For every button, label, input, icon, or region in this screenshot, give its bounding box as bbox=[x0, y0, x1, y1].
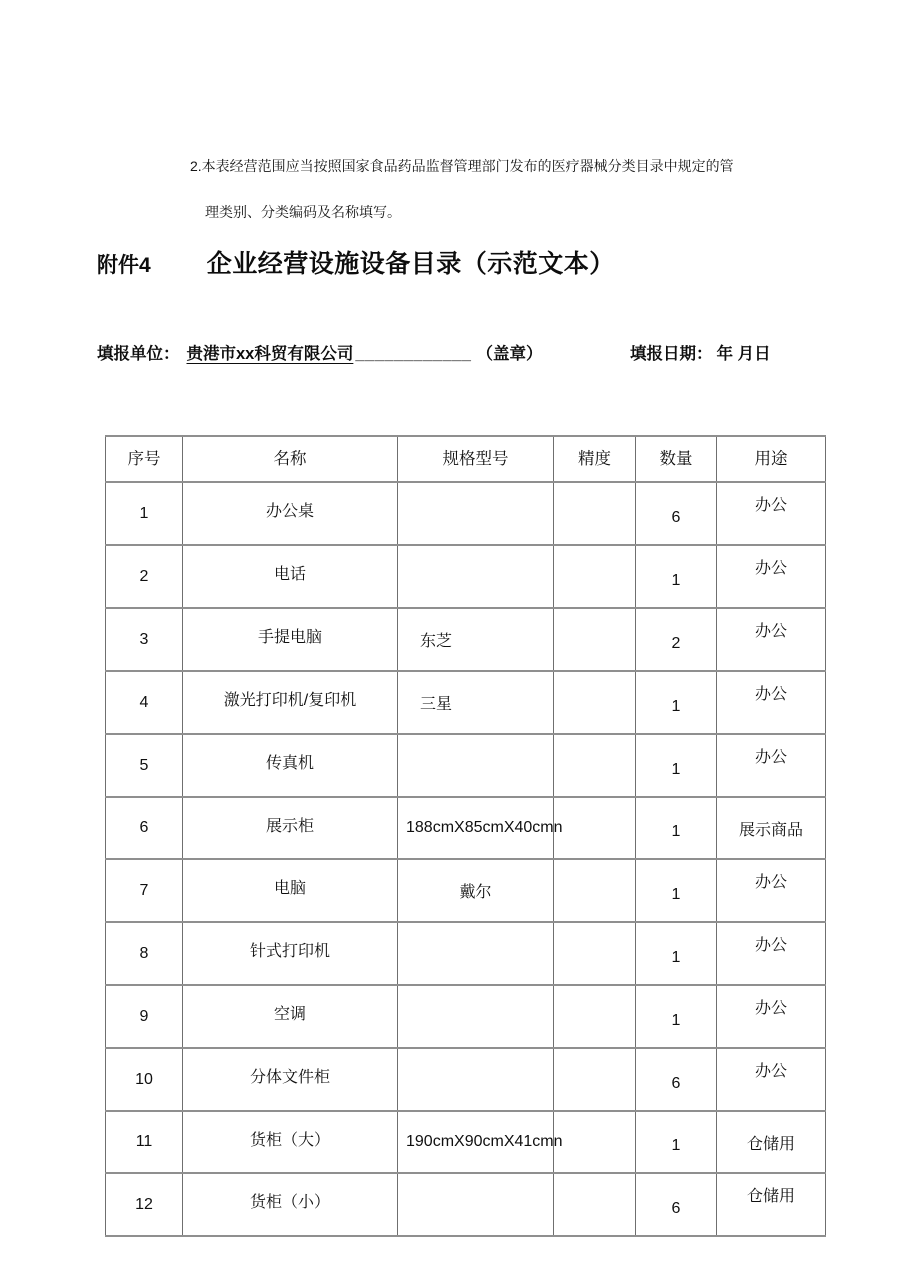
cell-spec bbox=[398, 734, 554, 797]
cell-name: 空调 bbox=[183, 985, 398, 1048]
table-row bbox=[106, 797, 826, 859]
cell-name: 针式打印机 bbox=[183, 922, 398, 985]
cell-spec bbox=[398, 985, 554, 1048]
cell-name: 货柜（小） bbox=[183, 1173, 398, 1236]
cell-usage: 办公 bbox=[717, 734, 826, 797]
cell-spec: 戴尔 bbox=[398, 859, 554, 922]
table-row bbox=[106, 1111, 826, 1173]
cell-spec bbox=[398, 482, 554, 545]
cell-quantity: 6 bbox=[636, 1173, 717, 1236]
cell-name: 展示柜 bbox=[183, 797, 398, 859]
equipment-table bbox=[105, 435, 826, 1237]
cell-serial: 11 bbox=[106, 1111, 183, 1173]
table-row bbox=[106, 671, 826, 734]
cell-precision bbox=[554, 859, 636, 922]
cell-name: 手提电脑 bbox=[183, 608, 398, 671]
table-row bbox=[106, 922, 826, 985]
cell-serial: 4 bbox=[106, 671, 183, 734]
seal-label: （盖章） bbox=[476, 345, 543, 363]
cell-precision bbox=[554, 1173, 636, 1236]
cell-name: 货柜（大） bbox=[183, 1111, 398, 1173]
header-spec: 规格型号 bbox=[398, 436, 554, 482]
report-unit-line bbox=[97, 340, 542, 364]
cell-usage: 办公 bbox=[717, 985, 826, 1048]
cell-usage: 展示商品 bbox=[717, 797, 826, 859]
cell-usage: 办公 bbox=[717, 922, 826, 985]
cell-usage: 仓储用 bbox=[717, 1111, 826, 1173]
cell-spec: 190cmX90cmX41cmn bbox=[398, 1111, 554, 1173]
cell-spec bbox=[398, 1173, 554, 1236]
cell-serial: 5 bbox=[106, 734, 183, 797]
cell-quantity: 1 bbox=[636, 1111, 717, 1173]
cell-quantity: 1 bbox=[636, 545, 717, 608]
header-usage: 用途 bbox=[717, 436, 826, 482]
cell-usage: 办公 bbox=[717, 482, 826, 545]
report-date-line bbox=[630, 340, 771, 364]
cell-quantity: 1 bbox=[636, 985, 717, 1048]
cell-precision bbox=[554, 545, 636, 608]
cell-quantity: 1 bbox=[636, 922, 717, 985]
report-unit-label: 填报单位： bbox=[97, 345, 180, 363]
cell-usage: 办公 bbox=[717, 859, 826, 922]
cell-usage: 办公 bbox=[717, 671, 826, 734]
heading bbox=[97, 244, 615, 280]
page-title: 企业经营设施设备目录（示范文本） bbox=[206, 250, 615, 278]
cell-serial: 8 bbox=[106, 922, 183, 985]
cell-precision bbox=[554, 608, 636, 671]
header-serial: 序号 bbox=[106, 436, 183, 482]
cell-serial: 7 bbox=[106, 859, 183, 922]
cell-precision bbox=[554, 1111, 636, 1173]
cell-precision bbox=[554, 482, 636, 545]
cell-serial: 3 bbox=[106, 608, 183, 671]
table-header-row bbox=[106, 436, 826, 482]
cell-quantity: 1 bbox=[636, 859, 717, 922]
cell-spec: 三星 bbox=[398, 671, 554, 734]
table-row bbox=[106, 859, 826, 922]
report-unit-value: 贵港市xx科贸有限公司 bbox=[186, 345, 354, 363]
cell-spec: 188cmX85cmX40cmn bbox=[398, 797, 554, 859]
cell-precision bbox=[554, 797, 636, 859]
cell-name: 电脑 bbox=[183, 859, 398, 922]
cell-quantity: 6 bbox=[636, 1048, 717, 1111]
header-quantity: 数量 bbox=[636, 436, 717, 482]
header-name: 名称 bbox=[183, 436, 398, 482]
cell-spec: 东芝 bbox=[398, 608, 554, 671]
cell-spec bbox=[398, 922, 554, 985]
cell-precision bbox=[554, 671, 636, 734]
cell-quantity: 6 bbox=[636, 482, 717, 545]
cell-usage: 办公 bbox=[717, 545, 826, 608]
table-row bbox=[106, 608, 826, 671]
cell-name: 办公桌 bbox=[183, 482, 398, 545]
cell-precision bbox=[554, 734, 636, 797]
cell-name: 分体文件柜 bbox=[183, 1048, 398, 1111]
cell-precision bbox=[554, 985, 636, 1048]
report-date-value: 年 月日 bbox=[716, 345, 771, 363]
cell-spec bbox=[398, 1048, 554, 1111]
table-row bbox=[106, 482, 826, 545]
cell-serial: 10 bbox=[106, 1048, 183, 1111]
cell-usage: 办公 bbox=[717, 608, 826, 671]
report-date-label: 填报日期： bbox=[630, 345, 713, 363]
table-row bbox=[106, 1173, 826, 1236]
cell-name: 传真机 bbox=[183, 734, 398, 797]
table-row bbox=[106, 1048, 826, 1111]
table-row bbox=[106, 545, 826, 608]
cell-serial: 1 bbox=[106, 482, 183, 545]
note-line-2: 理类别、分类编码及名称填写。 bbox=[205, 204, 401, 220]
cell-serial: 9 bbox=[106, 985, 183, 1048]
cell-name: 电话 bbox=[183, 545, 398, 608]
report-unit-blank: ____________ bbox=[355, 345, 472, 363]
header-precision: 精度 bbox=[554, 436, 636, 482]
table-row bbox=[106, 734, 826, 797]
cell-usage: 仓储用 bbox=[717, 1173, 826, 1236]
cell-quantity: 1 bbox=[636, 734, 717, 797]
cell-serial: 2 bbox=[106, 545, 183, 608]
cell-quantity: 1 bbox=[636, 671, 717, 734]
cell-precision bbox=[554, 922, 636, 985]
cell-serial: 12 bbox=[106, 1173, 183, 1236]
cell-precision bbox=[554, 1048, 636, 1111]
cell-spec bbox=[398, 545, 554, 608]
cell-quantity: 1 bbox=[636, 797, 717, 859]
note-line-1: 2.本表经营范围应当按照国家食品药品监督管理部门发布的医疗器械分类目录中规定的管 bbox=[190, 158, 734, 174]
cell-quantity: 2 bbox=[636, 608, 717, 671]
cell-usage: 办公 bbox=[717, 1048, 826, 1111]
attachment-label: 附件4 bbox=[97, 254, 151, 277]
cell-name: 激光打印机/复印机 bbox=[183, 671, 398, 734]
cell-serial: 6 bbox=[106, 797, 183, 859]
table-row bbox=[106, 985, 826, 1048]
